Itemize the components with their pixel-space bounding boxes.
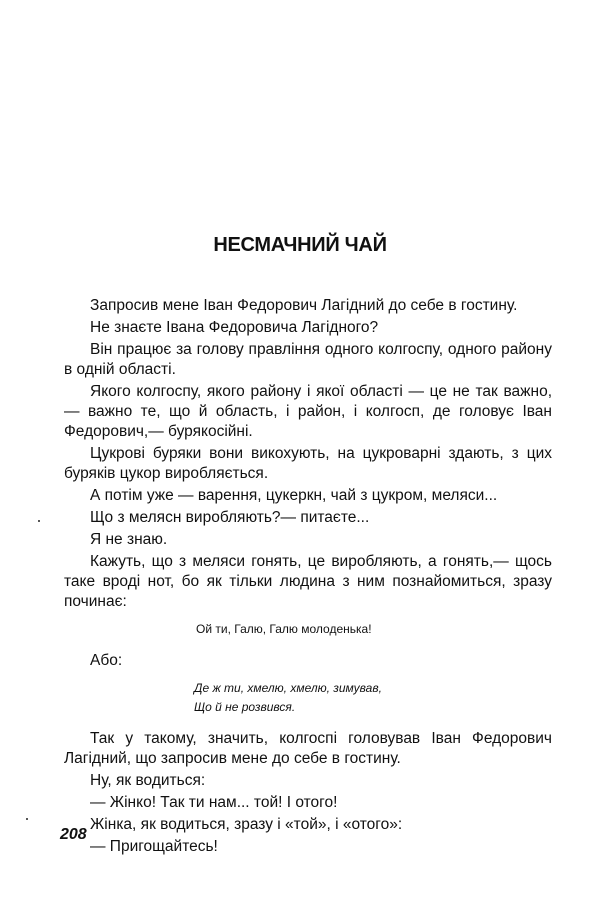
ink-speck (38, 520, 40, 522)
song-line: Що й не розвився. (194, 700, 296, 714)
paragraph: Що з мелясн виробляють?— питаєте... (90, 509, 370, 526)
story-text (64, 296, 552, 859)
song-line: Ой ти, Галю, Галю молоденька! (196, 622, 372, 636)
ink-speck (26, 818, 28, 820)
paragraph: Ну, як водиться: (90, 772, 206, 789)
paragraph: Жінка, як водиться, зразу і «той», і «отого»: (90, 816, 403, 833)
chapter-title: НЕСМАЧНИЙ ЧАЙ (213, 234, 387, 256)
page-number: 208 (60, 826, 87, 843)
paragraph: — Пригощайтесь! (90, 838, 218, 855)
paragraph: Не знаєте Івана Федоровича Лагідного? (90, 319, 379, 336)
paragraph: Якого колгоспу, якого району і якої області — це не так важно,— важно те, що й область, і район, і колгосп, де головує Іван Федорович,— бурякосійні. (64, 383, 552, 440)
paragraph: Цукрові буряки вони викохують, на цукроварні здають, з цих буряків цукор виробляється. (64, 445, 552, 482)
song-quote (64, 679, 552, 717)
paragraph: Так у такому, значить, колгоспі головував Іван Федорович Лагідний, що запросив мене до себе в гостину. (64, 730, 552, 767)
paragraph: А потім уже — варення, цукеркн, чай з цукром, меляси... (90, 487, 498, 504)
song-quote (64, 620, 552, 639)
song-line: Де ж ти, хмелю, хмелю, зимував, (194, 681, 382, 695)
paragraph: — Жінко! Так ти нам... той! І отого! (90, 794, 338, 811)
paragraph: Я не знаю. (90, 531, 168, 548)
paragraph: Або: (90, 652, 123, 669)
paragraph: Кажуть, що з меляси гонять, це виробляють, а гонять,— щось таке вроді нот, бо як тільки людина з ним познайомиться, зразу починає: (64, 553, 552, 610)
paragraph: Він працює за голову правління одного колгоспу, одного району в одній області. (64, 341, 552, 378)
paragraph: Запросив мене Іван Федорович Лагідний до себе в гостину. (90, 297, 518, 314)
